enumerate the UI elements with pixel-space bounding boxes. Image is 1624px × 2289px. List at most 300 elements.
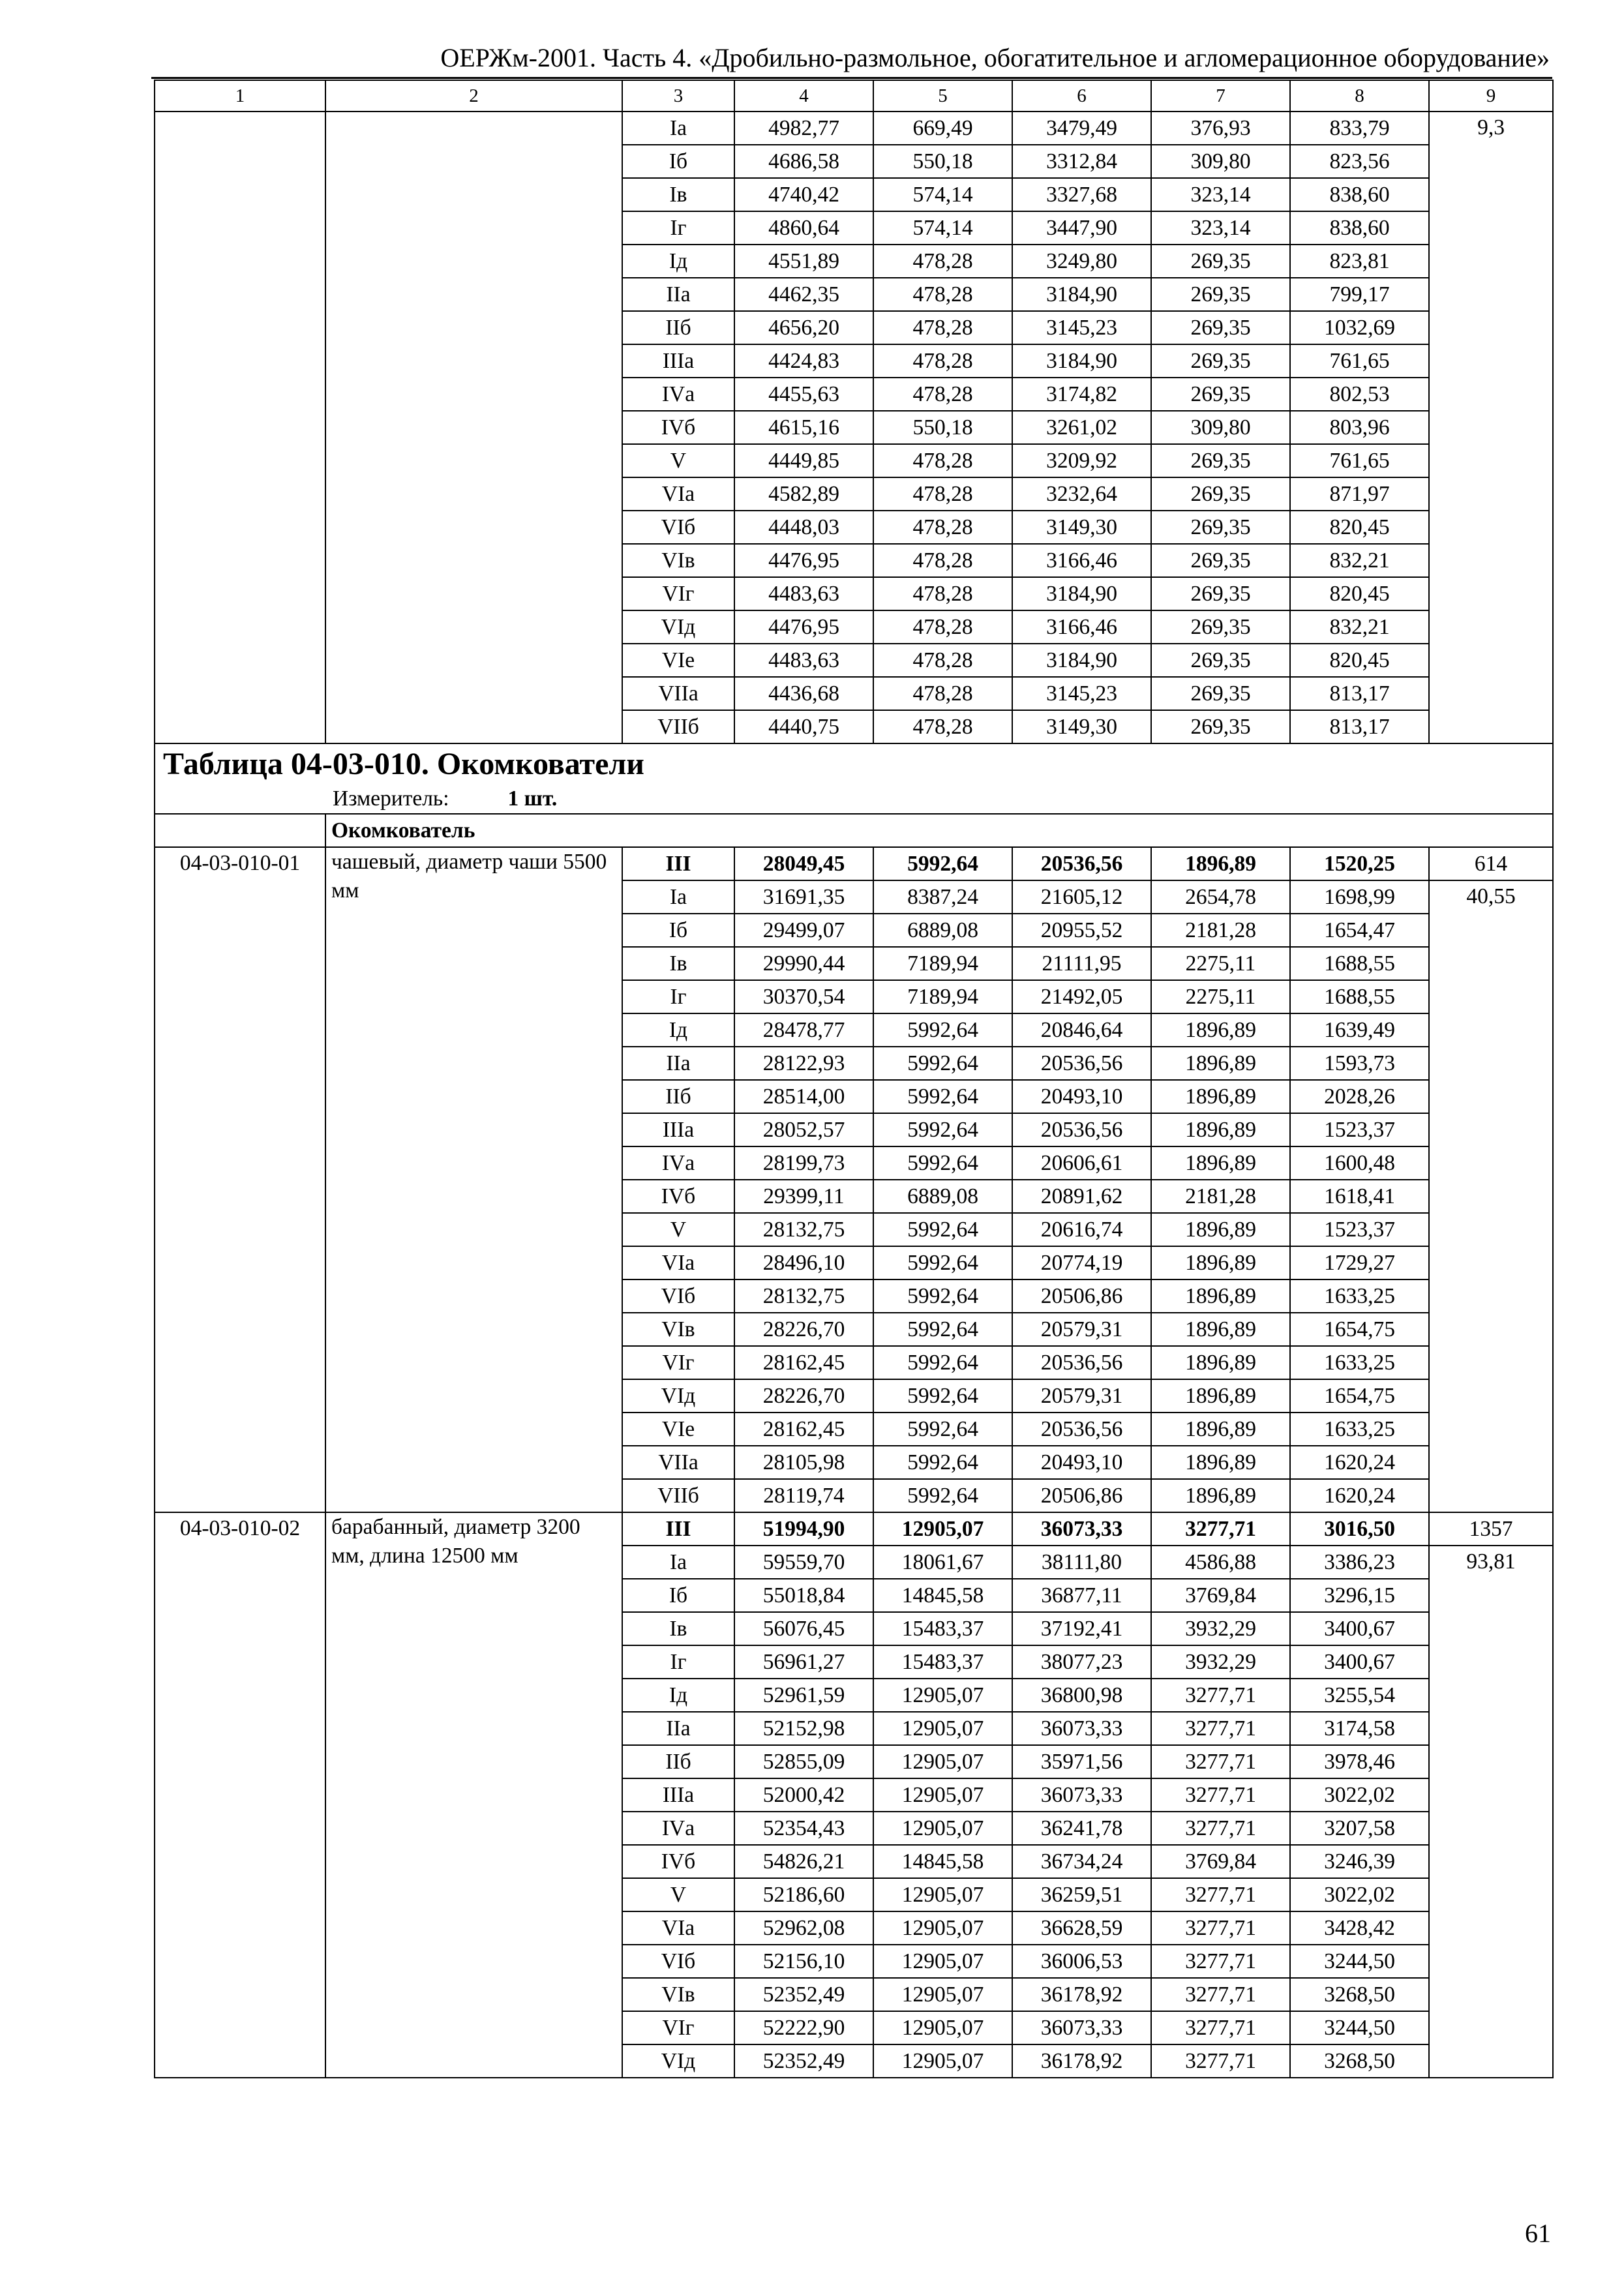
column-number: 6	[1012, 80, 1151, 112]
value-cell: 15483,37	[873, 1645, 1012, 1679]
value-cell: 56076,45	[734, 1612, 873, 1645]
value-cell: 5992,64	[873, 1013, 1012, 1047]
description-cell	[325, 411, 622, 444]
description-cell	[325, 378, 622, 411]
value-cell: 36877,11	[1012, 1579, 1151, 1612]
value-cell: 20536,56	[1012, 1047, 1151, 1080]
value-cell: 36178,92	[1012, 1978, 1151, 2011]
value-cell: 3249,80	[1012, 245, 1151, 278]
code-cell	[155, 1379, 325, 1413]
zone-cell: VIIа	[622, 1446, 734, 1479]
value-cell: 1688,55	[1290, 947, 1429, 980]
value-cell: 478,28	[873, 477, 1012, 511]
value-cell: 269,35	[1151, 344, 1290, 378]
value-cell: 1633,25	[1290, 1413, 1429, 1446]
item-code: 04-03-010-01	[155, 847, 325, 880]
value-cell: 12905,07	[873, 1878, 1012, 1911]
value-cell: 12905,07	[873, 1512, 1012, 1546]
value-cell: 5992,64	[873, 1213, 1012, 1246]
value-cell: 5992,64	[873, 1080, 1012, 1113]
value-cell: 478,28	[873, 511, 1012, 544]
value-cell: 3174,82	[1012, 378, 1151, 411]
col9-cell	[1429, 378, 1553, 411]
value-cell: 36006,53	[1012, 1945, 1151, 1978]
code-cell	[155, 1479, 325, 1512]
value-cell: 35971,56	[1012, 1745, 1151, 1778]
col9-cell	[1429, 710, 1553, 743]
value-cell: 833,79	[1290, 112, 1429, 145]
value-cell: 3277,71	[1151, 1945, 1290, 1978]
value-cell: 478,28	[873, 344, 1012, 378]
value-cell: 1896,89	[1151, 1246, 1290, 1279]
description-cell	[325, 145, 622, 178]
code-cell	[155, 677, 325, 710]
code-cell	[155, 1013, 325, 1047]
value-cell: 59559,70	[734, 1546, 873, 1579]
col9-cell	[1429, 311, 1553, 344]
value-cell: 802,53	[1290, 378, 1429, 411]
value-cell: 4424,83	[734, 344, 873, 378]
value-cell: 12905,07	[873, 1945, 1012, 1978]
value-cell: 376,93	[1151, 112, 1290, 145]
value-cell: 269,35	[1151, 511, 1290, 544]
value-cell: 478,28	[873, 311, 1012, 344]
value-cell: 813,17	[1290, 677, 1429, 710]
value-cell: 550,18	[873, 145, 1012, 178]
code-cell	[155, 1945, 325, 1978]
value-cell: 28122,93	[734, 1047, 873, 1080]
code-cell	[155, 610, 325, 644]
value-cell: 20846,64	[1012, 1013, 1151, 1047]
table-title: Таблица 04-03-010. Окомкователи	[163, 747, 644, 781]
zone-cell: V	[622, 444, 734, 477]
value-cell: 269,35	[1151, 444, 1290, 477]
value-cell: 3400,67	[1290, 1645, 1429, 1679]
value-cell: 269,35	[1151, 477, 1290, 511]
value-cell: 1896,89	[1151, 1213, 1290, 1246]
value-cell: 51994,90	[734, 1512, 873, 1546]
value-cell: 21111,95	[1012, 947, 1151, 980]
value-cell: 4551,89	[734, 245, 873, 278]
value-cell: 2181,28	[1151, 1180, 1290, 1213]
value-cell: 3277,71	[1151, 1812, 1290, 1845]
value-cell: 4436,68	[734, 677, 873, 710]
zone-cell: Iг	[622, 1645, 734, 1679]
value-cell: 823,81	[1290, 245, 1429, 278]
table-row	[155, 245, 1553, 278]
code-cell	[155, 278, 325, 311]
code-cell	[155, 947, 325, 980]
value-cell: 1654,75	[1290, 1313, 1429, 1346]
value-cell: 31691,35	[734, 880, 873, 914]
zone-cell: VIв	[622, 544, 734, 577]
value-cell: 1896,89	[1151, 1313, 1290, 1346]
col9-cell: 9,3	[1429, 112, 1553, 145]
table-row	[155, 278, 1553, 311]
value-cell: 3447,90	[1012, 211, 1151, 245]
value-cell: 52156,10	[734, 1945, 873, 1978]
zone-cell: III	[622, 1512, 734, 1546]
value-cell: 803,96	[1290, 411, 1429, 444]
col9-cell	[1429, 1346, 1553, 1379]
col9-cell	[1429, 1379, 1553, 1413]
value-cell: 52855,09	[734, 1745, 873, 1778]
value-cell: 28132,75	[734, 1279, 873, 1313]
value-cell: 309,80	[1151, 411, 1290, 444]
value-cell: 52186,60	[734, 1878, 873, 1911]
col9-cell: 614	[1429, 847, 1553, 880]
value-cell: 5992,64	[873, 847, 1012, 880]
value-cell: 309,80	[1151, 145, 1290, 178]
table-row	[155, 178, 1553, 211]
col9-cell	[1429, 1978, 1553, 2011]
value-cell: 478,28	[873, 677, 1012, 710]
table-body	[155, 80, 1553, 2078]
col9-cell	[1429, 947, 1553, 980]
col9-cell	[1429, 544, 1553, 577]
code-cell	[155, 544, 325, 577]
value-cell: 29990,44	[734, 947, 873, 980]
value-cell: 5992,64	[873, 1047, 1012, 1080]
zone-cell: Iа	[622, 1546, 734, 1579]
col9-cell	[1429, 1313, 1553, 1346]
code-cell	[155, 1246, 325, 1279]
code-cell	[155, 1080, 325, 1113]
description-cell	[325, 577, 622, 610]
col9-cell	[1429, 411, 1553, 444]
value-cell: 269,35	[1151, 577, 1290, 610]
zone-cell: IVб	[622, 1845, 734, 1878]
column-number: 9	[1429, 80, 1553, 112]
description-cell	[325, 610, 622, 644]
value-cell: 28478,77	[734, 1013, 873, 1047]
col9-cell	[1429, 1911, 1553, 1945]
value-cell: 1896,89	[1151, 1279, 1290, 1313]
value-cell: 3296,15	[1290, 1579, 1429, 1612]
value-cell: 38111,80	[1012, 1546, 1151, 1579]
col9-cell	[1429, 444, 1553, 477]
value-cell: 28162,45	[734, 1413, 873, 1446]
page-number: 61	[1525, 2219, 1551, 2248]
value-cell: 323,14	[1151, 178, 1290, 211]
value-cell: 20506,86	[1012, 1279, 1151, 1313]
value-cell: 820,45	[1290, 577, 1429, 610]
value-cell: 5992,64	[873, 1379, 1012, 1413]
value-cell: 478,28	[873, 245, 1012, 278]
value-cell: 1896,89	[1151, 1479, 1290, 1512]
value-cell: 269,35	[1151, 544, 1290, 577]
code-cell	[155, 411, 325, 444]
zone-cell: Iв	[622, 947, 734, 980]
item-code: 04-03-010-02	[155, 1512, 325, 1546]
value-cell: 1618,41	[1290, 1180, 1429, 1213]
value-cell: 5992,64	[873, 1113, 1012, 1146]
value-cell: 1639,49	[1290, 1013, 1429, 1047]
value-cell: 20493,10	[1012, 1446, 1151, 1479]
value-cell: 3145,23	[1012, 311, 1151, 344]
description-cell	[325, 245, 622, 278]
value-cell: 3145,23	[1012, 677, 1151, 710]
value-cell: 1896,89	[1151, 1379, 1290, 1413]
description-cell	[325, 344, 622, 378]
table-row	[155, 610, 1553, 644]
value-cell: 6889,08	[873, 914, 1012, 947]
zone-cell: IVа	[622, 1146, 734, 1180]
value-cell: 20493,10	[1012, 1080, 1151, 1113]
value-cell: 478,28	[873, 610, 1012, 644]
zone-cell: VIв	[622, 1978, 734, 2011]
code-cell	[155, 145, 325, 178]
col9-cell	[1429, 178, 1553, 211]
value-cell: 3769,84	[1151, 1845, 1290, 1878]
value-cell: 269,35	[1151, 644, 1290, 677]
value-cell: 28514,00	[734, 1080, 873, 1113]
value-cell: 3277,71	[1151, 1679, 1290, 1712]
value-cell: 3261,02	[1012, 411, 1151, 444]
value-cell: 36073,33	[1012, 2011, 1151, 2044]
description-cell	[325, 544, 622, 577]
value-cell: 8387,24	[873, 880, 1012, 914]
value-cell: 28049,45	[734, 847, 873, 880]
value-cell: 478,28	[873, 710, 1012, 743]
value-cell: 2275,11	[1151, 947, 1290, 980]
value-cell: 3428,42	[1290, 1911, 1429, 1945]
col9-cell	[1429, 245, 1553, 278]
value-cell: 3184,90	[1012, 344, 1151, 378]
table-row	[155, 847, 1553, 880]
value-cell: 56961,27	[734, 1645, 873, 1679]
col9-cell	[1429, 1080, 1553, 1113]
col9-cell	[1429, 1778, 1553, 1812]
value-cell: 820,45	[1290, 511, 1429, 544]
value-cell: 4476,95	[734, 610, 873, 644]
table-row	[155, 511, 1553, 544]
code-cell	[155, 1778, 325, 1812]
item-description: чашевый, диаметр чаши 5500 мм	[325, 847, 622, 1512]
col9-cell	[1429, 1013, 1553, 1047]
value-cell: 4448,03	[734, 511, 873, 544]
value-cell: 14845,58	[873, 1845, 1012, 1878]
value-cell: 1896,89	[1151, 1080, 1290, 1113]
value-cell: 269,35	[1151, 278, 1290, 311]
value-cell: 52354,43	[734, 1812, 873, 1845]
value-cell: 1896,89	[1151, 1346, 1290, 1379]
code-cell	[155, 1645, 325, 1679]
value-cell: 28105,98	[734, 1446, 873, 1479]
zone-cell: IIа	[622, 1712, 734, 1745]
table-row	[155, 411, 1553, 444]
value-cell: 269,35	[1151, 610, 1290, 644]
code-cell	[155, 1047, 325, 1080]
value-cell: 21492,05	[1012, 980, 1151, 1013]
value-cell: 1688,55	[1290, 980, 1429, 1013]
value-cell: 3184,90	[1012, 278, 1151, 311]
code-cell	[155, 1679, 325, 1712]
col9-cell	[1429, 2011, 1553, 2044]
value-cell: 28119,74	[734, 1479, 873, 1512]
col9-cell: 40,55	[1429, 880, 1553, 914]
value-cell: 28132,75	[734, 1213, 873, 1246]
value-cell: 269,35	[1151, 245, 1290, 278]
col9-cell: 93,81	[1429, 1546, 1553, 1579]
value-cell: 838,60	[1290, 178, 1429, 211]
value-cell: 28226,70	[734, 1379, 873, 1413]
value-cell: 5992,64	[873, 1279, 1012, 1313]
col9-cell	[1429, 1612, 1553, 1645]
value-cell: 52352,49	[734, 1978, 873, 2011]
description-cell	[325, 477, 622, 511]
col9-cell	[1429, 1845, 1553, 1878]
col9-cell	[1429, 145, 1553, 178]
value-cell: 3277,71	[1151, 1745, 1290, 1778]
description-cell	[325, 211, 622, 245]
value-cell: 52222,90	[734, 2011, 873, 2044]
value-cell: 52000,42	[734, 1778, 873, 1812]
table-row	[155, 344, 1553, 378]
zone-cell: VIе	[622, 1413, 734, 1446]
zone-cell: Iа	[622, 880, 734, 914]
code-cell	[155, 2044, 325, 2078]
value-cell: 3016,50	[1290, 1512, 1429, 1546]
code-cell	[155, 1745, 325, 1778]
col9-cell: 1357	[1429, 1512, 1553, 1546]
value-cell: 3277,71	[1151, 1712, 1290, 1745]
description-cell	[325, 278, 622, 311]
value-cell: 1698,99	[1290, 880, 1429, 914]
value-cell: 38077,23	[1012, 1645, 1151, 1679]
code-cell	[155, 1812, 325, 1845]
col9-cell	[1429, 1679, 1553, 1712]
value-cell: 574,14	[873, 178, 1012, 211]
zone-cell: VIг	[622, 1346, 734, 1379]
zone-cell: VIб	[622, 1279, 734, 1313]
col9-cell	[1429, 1413, 1553, 1446]
zone-cell: VIа	[622, 1246, 734, 1279]
zone-cell: IIб	[622, 311, 734, 344]
value-cell: 761,65	[1290, 444, 1429, 477]
value-cell: 20616,74	[1012, 1213, 1151, 1246]
value-cell: 478,28	[873, 577, 1012, 610]
value-cell: 28496,10	[734, 1246, 873, 1279]
zone-cell: IIб	[622, 1745, 734, 1778]
table-title-cell	[155, 743, 1553, 814]
code-cell	[155, 1579, 325, 1612]
value-cell: 1896,89	[1151, 847, 1290, 880]
code-cell	[155, 378, 325, 411]
table-row	[155, 477, 1553, 511]
table-row	[155, 311, 1553, 344]
code-cell	[155, 1845, 325, 1878]
value-cell: 3277,71	[1151, 1878, 1290, 1911]
value-cell: 7189,94	[873, 947, 1012, 980]
zone-cell: IIIа	[622, 344, 734, 378]
zone-cell: VIб	[622, 1945, 734, 1978]
value-cell: 28162,45	[734, 1346, 873, 1379]
value-cell: 823,56	[1290, 145, 1429, 178]
value-cell: 12905,07	[873, 1978, 1012, 2011]
code-cell	[155, 1313, 325, 1346]
value-cell: 3277,71	[1151, 1911, 1290, 1945]
value-cell: 4455,63	[734, 378, 873, 411]
description-cell	[325, 444, 622, 477]
zone-cell: V	[622, 1878, 734, 1911]
code-cell	[155, 1113, 325, 1146]
value-cell: 4449,85	[734, 444, 873, 477]
zone-cell: III	[622, 847, 734, 880]
value-cell: 478,28	[873, 378, 1012, 411]
value-cell: 36800,98	[1012, 1679, 1151, 1712]
col9-cell	[1429, 1712, 1553, 1745]
value-cell: 871,97	[1290, 477, 1429, 511]
zone-cell: Iб	[622, 914, 734, 947]
value-cell: 5992,64	[873, 1346, 1012, 1379]
value-cell: 813,17	[1290, 710, 1429, 743]
column-number: 8	[1290, 80, 1429, 112]
code-cell	[155, 710, 325, 743]
value-cell: 5992,64	[873, 1446, 1012, 1479]
value-cell: 3277,71	[1151, 1512, 1290, 1546]
value-cell: 3386,23	[1290, 1546, 1429, 1579]
value-cell: 4656,20	[734, 311, 873, 344]
measure-label: Измеритель:	[333, 786, 449, 811]
zone-cell: VIб	[622, 511, 734, 544]
code-cell	[155, 1878, 325, 1911]
value-cell: 3149,30	[1012, 710, 1151, 743]
value-cell: 3232,64	[1012, 477, 1151, 511]
value-cell: 761,65	[1290, 344, 1429, 378]
value-cell: 1620,24	[1290, 1479, 1429, 1512]
code-cell	[155, 980, 325, 1013]
zone-cell: VIIб	[622, 1479, 734, 1512]
value-cell: 1593,73	[1290, 1047, 1429, 1080]
value-cell: 4740,42	[734, 178, 873, 211]
value-cell: 55018,84	[734, 1579, 873, 1612]
value-cell: 20506,86	[1012, 1479, 1151, 1512]
col9-cell	[1429, 511, 1553, 544]
value-cell: 36073,33	[1012, 1778, 1151, 1812]
value-cell: 3166,46	[1012, 544, 1151, 577]
col9-cell	[1429, 1645, 1553, 1679]
zone-cell: Iг	[622, 980, 734, 1013]
value-cell: 12905,07	[873, 2011, 1012, 2044]
value-cell: 3174,58	[1290, 1712, 1429, 1745]
value-cell: 669,49	[873, 112, 1012, 145]
description-cell	[325, 511, 622, 544]
value-cell: 20536,56	[1012, 1346, 1151, 1379]
value-cell: 799,17	[1290, 278, 1429, 311]
value-cell: 3978,46	[1290, 1745, 1429, 1778]
code-cell	[155, 1413, 325, 1446]
value-cell: 12905,07	[873, 2044, 1012, 2078]
measure-value: 1 шт.	[507, 786, 558, 811]
zone-cell: VIе	[622, 644, 734, 677]
col9-cell	[1429, 1579, 1553, 1612]
value-cell: 20536,56	[1012, 1413, 1151, 1446]
col9-cell	[1429, 1878, 1553, 1911]
zone-cell: IVа	[622, 378, 734, 411]
value-cell: 12905,07	[873, 1679, 1012, 1712]
code-cell	[155, 178, 325, 211]
col9-cell	[1429, 1180, 1553, 1213]
code-cell	[155, 1546, 325, 1579]
zone-cell: VIв	[622, 1313, 734, 1346]
col9-cell	[1429, 644, 1553, 677]
value-cell: 12905,07	[873, 1712, 1012, 1745]
value-cell: 3255,54	[1290, 1679, 1429, 1712]
zone-cell: Iв	[622, 1612, 734, 1645]
value-cell: 12905,07	[873, 1778, 1012, 1812]
value-cell: 20536,56	[1012, 1113, 1151, 1146]
